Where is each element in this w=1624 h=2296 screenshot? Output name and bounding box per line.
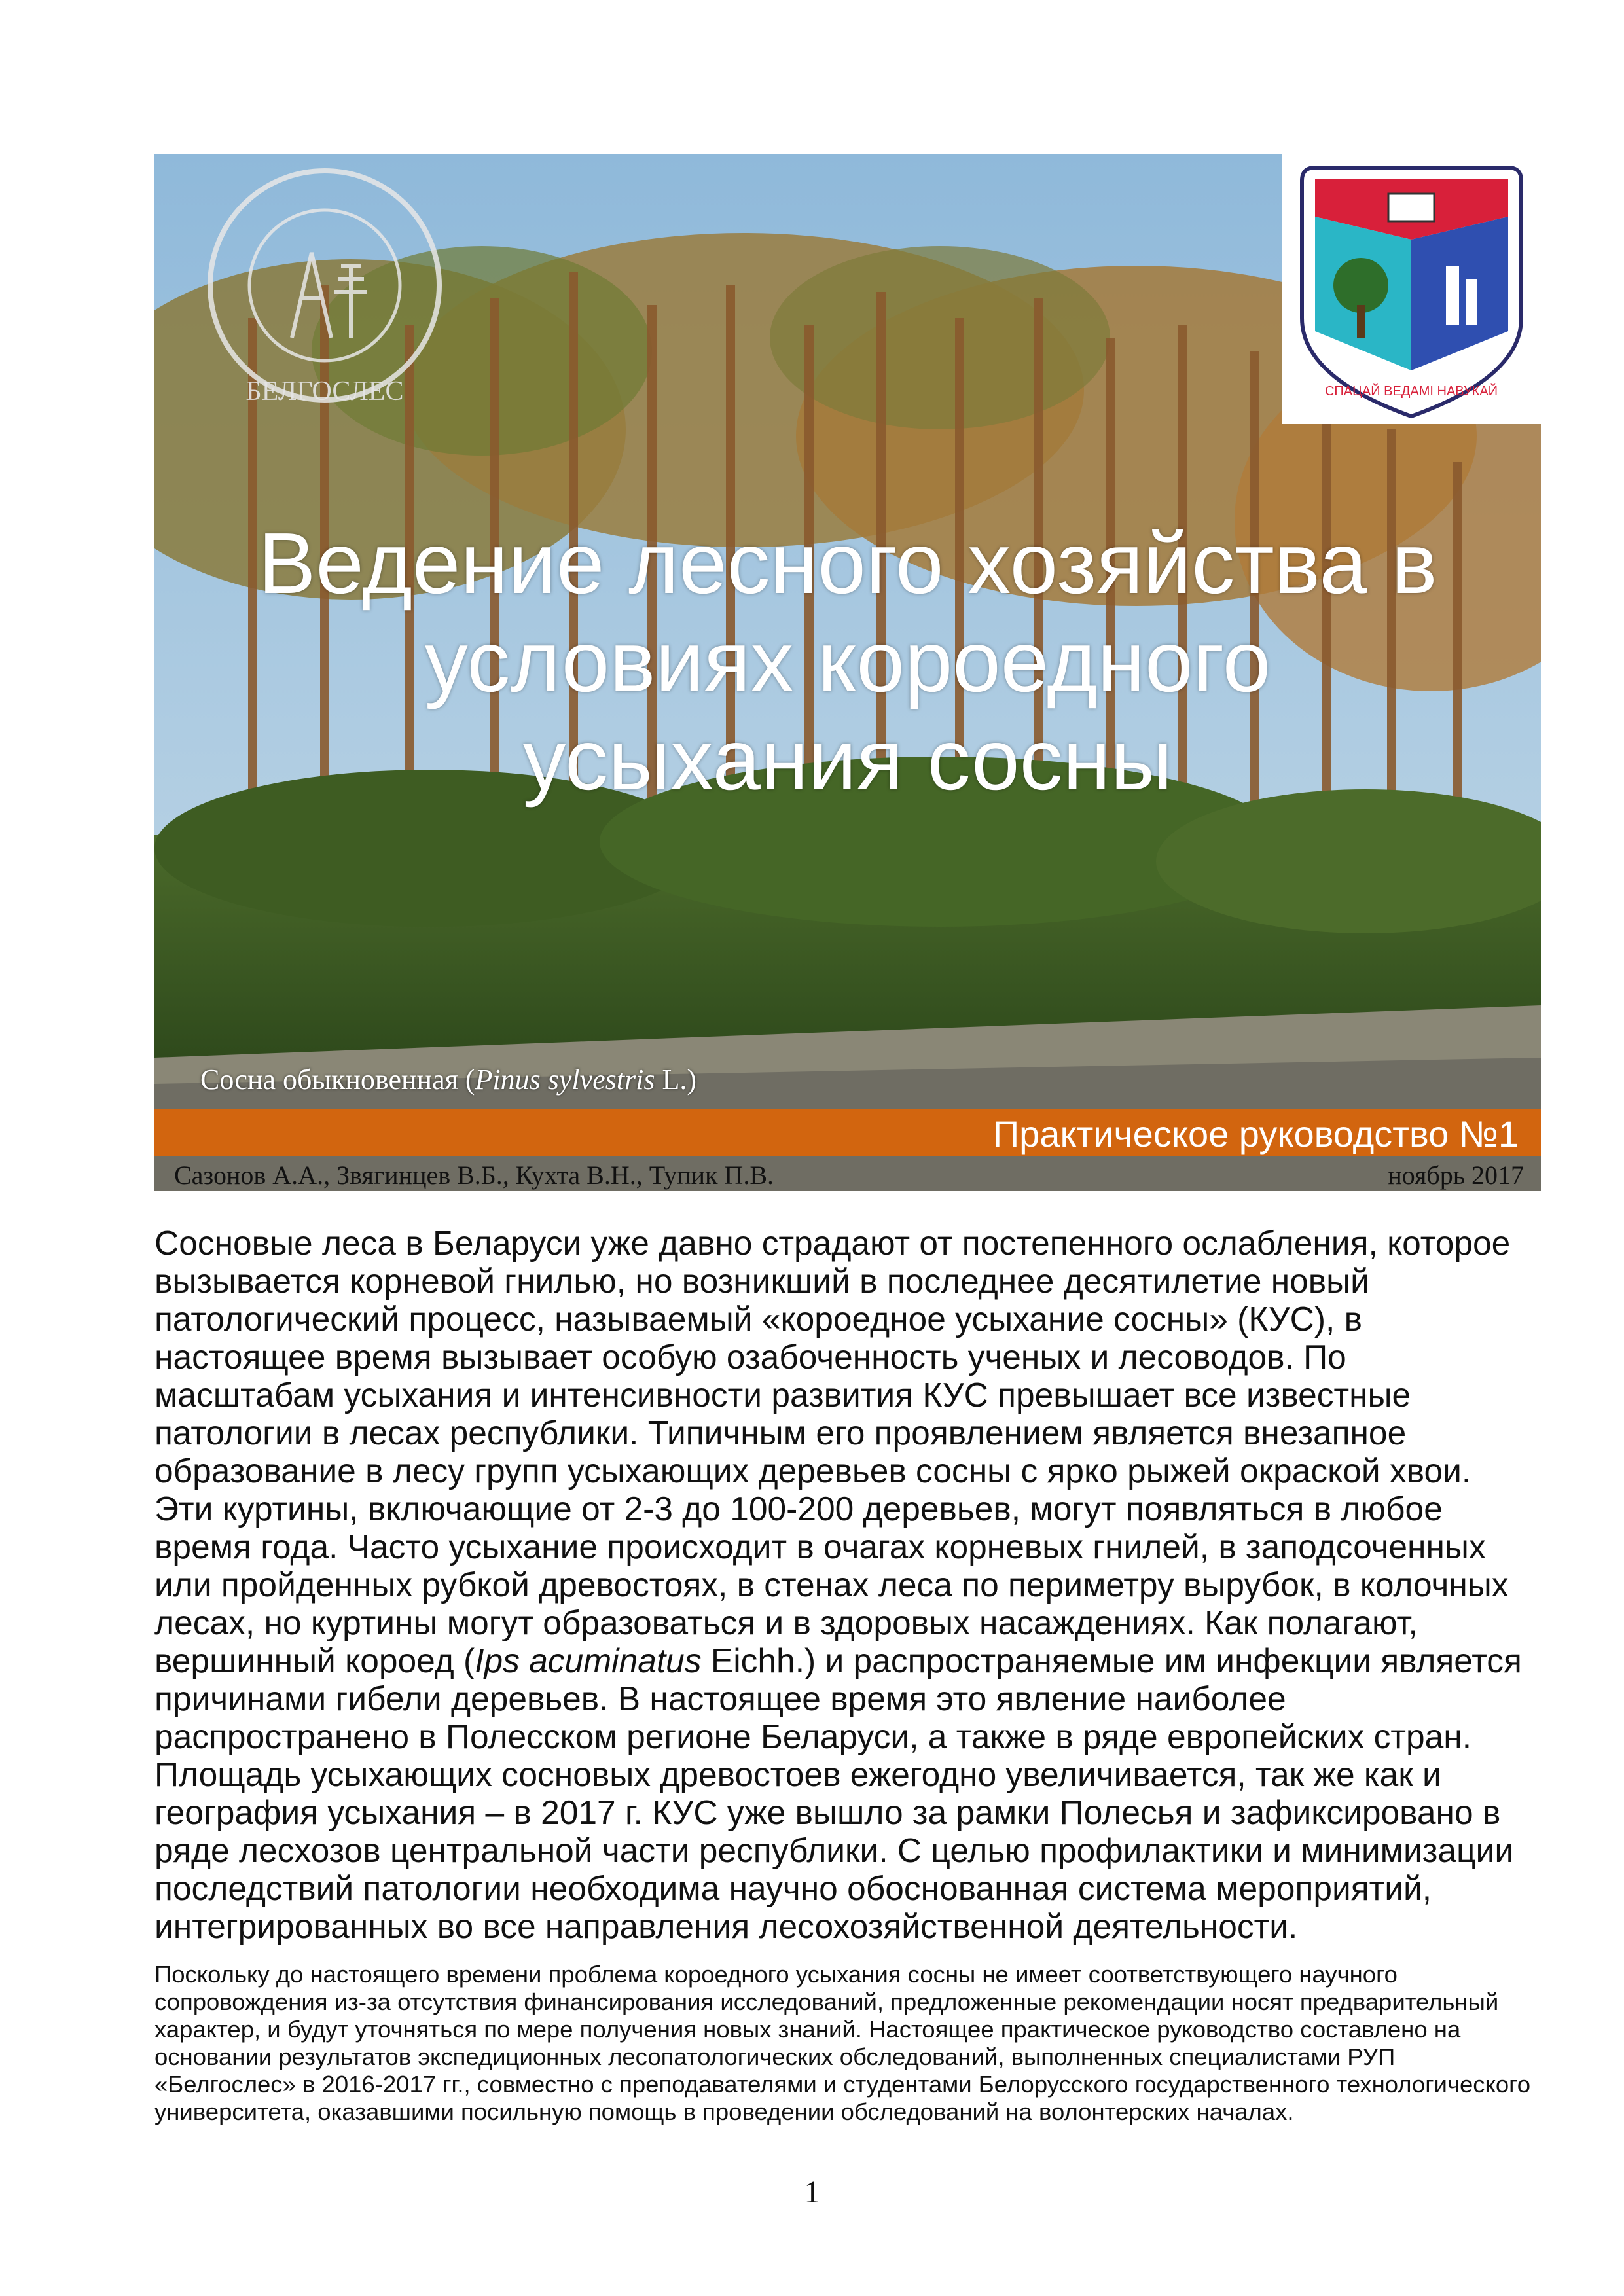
cover-title [154,514,1541,809]
series-band [154,1109,1541,1156]
para1-species: Ips acuminatus [475,1641,702,1679]
cover-photo [154,154,1541,1191]
title-line: Ведение лесного хозяйства в [258,515,1437,611]
authors: Сазонов А.А., Звягинцев В.Б., Кухта В.Н., Тупик П.В. [174,1160,774,1190]
caption-species: Pinus sylvestris [475,1064,655,1096]
series-label: Практическое руководство №1 [992,1113,1519,1155]
main-paragraph [154,1224,1536,1945]
para1-part-a: Сосновые леса в Беларуси уже давно страдают от постепенного ослабления, которое вызывается корневой гнилью, но возникший в последнее десятилетие новый патологический процесс, называемый «короедное усыхание сосны» (КУС), в настоящее время вызывает особую озабоченность ученых и лесоводов. По масштабам усыхания и интенсивности развития КУС превышает все известные патологии в лесах республики. Типичным его проявлением является внезапное образование в лесу групп усыхающих деревьев сосны с ярко рыжей окраской хвои. Эти куртины, включающие от 2-3 до 100-200 деревьев, могут появляться в любое время года. Часто усыхание происходит в очагах корневых гнилей, в заподсоченных или пройденных рубкой древостоях, в стенах леса по периметру вырубок, в колочных лесах, но куртины могут образоваться и в здоровых насаждениях. Как полагают, вершинный короед ( [154,1224,1511,1679]
emblem-motto: СПАЦАЙ ВЕДАМІ НАВУКАЙ [1324,384,1498,399]
title-line: усыхания сосны [522,711,1173,808]
secondary-paragraph [154,1961,1536,2126]
page-number: 1 [804,2175,820,2210]
title-line: условиях короедного [424,613,1271,709]
para2: Поскольку до настоящего времени проблема короедного усыхания сосны не имеет соответствующего научного сопровождения из-за отсутствия финансирования исследований, предложенные рекомендации носят предварительный характер, и будут уточняться по мере получения новых знаний. Настоящее практическое руководство составлено на основании результатов экспедиционных лесопатологических обследований, выполненных специалистами РУП «Белгослес» в 2016-2017 гг., совместно с преподавателями и студентами Белорусского государственного технологического университета, оказавшими посильную помощь в проведении обследований на волонтерских началах. [154,1961,1530,2125]
belgosles-seal [194,154,456,416]
para1-part-b: Eichh.) и распространяемые им инфекции является причинами гибели деревьев. В настоящее время это явление наиболее распространено в Полесском регионе Беларуси, а также в ряде европейских стран. Площадь усыхающих сосновых древостоев ежегодно увеличивается, так же как и география усыхания – в 2017 г. КУС уже вышло за рамки Полесья и зафиксировано в ряде лесхозов центральной части республики. С целью профилактики и минимизации последствий патологии необходима научно обоснованная система мероприятий, интегрированных во все направления лесохозяйственной деятельности. [154,1641,1522,1945]
seal-text: БЕЛГОСЛЕС [245,376,404,406]
caption-prefix: Сосна обыкновенная ( [200,1064,475,1096]
publication-date: ноябрь 2017 [1388,1160,1524,1190]
caption-suffix: L.) [655,1064,696,1096]
university-emblem [1282,154,1541,424]
photo-caption [200,1063,696,1096]
